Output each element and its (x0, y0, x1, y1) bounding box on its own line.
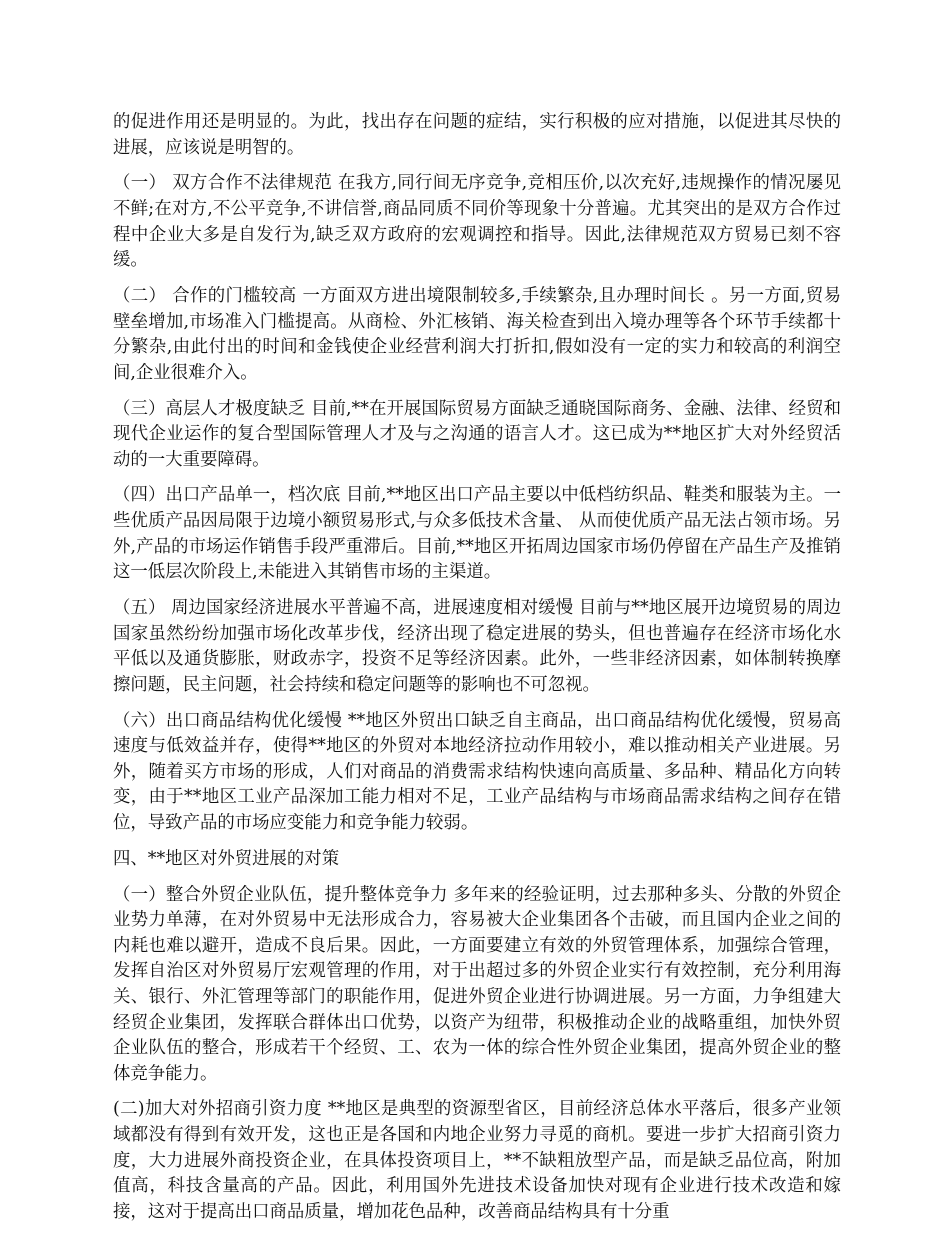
paragraph-problem-2: （二） 合作的门槛较高 一方面双方进出境限制较多,手续繁杂,且办理时间长 。另一方面,贸易壁垒增加,市场准入门槛提高。从商检、外汇核销、海关检查到出入境办理等各个环节手续都十分繁杂,由此付出的时间和金钱使企业经营利润大打折扣,假如没有一定的实力和较高的利润空间,企业很难介入。 (113, 285, 841, 383)
paragraph-problem-6: （六）出口商品结构优化缓慢 **地区外贸出口缺乏自主商品，出口商品结构优化缓慢，贸易高速度与低效益并存，使得**地区的外贸对本地经济拉动作用较小，难以推动相关产业进展。另外，随着买方市场的形成，人们对商品的消费需求结构快速向高质量、多品种、精品化方向转变，由于**地区工业产品深加工能力相对不足，工业产品结构与市场商品需求结构之间存在错位，导致产品的市场应变能力和竞争能力较弱。 (113, 710, 841, 833)
section-heading-countermeasures: 四、**地区对外贸进展的对策 (113, 848, 340, 869)
document-body (113, 110, 841, 1236)
paragraph-countermeasure-2: (二)加大对外招商引资力度 **地区是典型的资源型省区，目前经济总体水平落后，很多产业领域都没有得到有效开发，这也正是各国和内地企业努力寻觅的商机。要进一步扩大招商引资力度，大力进展外商投资企业，在具体投资项目上，**不缺粗放型产品，而是缺乏品位高，附加值高，科技含量高的产品。因此，利用国外先进技术设备加快对现有企业进行技术改造和嫁接，这对于提高出口商品质量，增加花色品种，改善商品结构具有十分重 (113, 1099, 841, 1222)
paragraph-problem-1: （一） 双方合作不法律规范 在我方,同行间无序竞争,竞相压价,以次充好,违规操作的情况屡见不鲜;在对方,不公平竞争,不讲信誉,商品同质不同价等现象十分普遍。尤其突出的是双方合作过程中企业大多是自发行为,缺乏双方政府的宏观调控和指导。因此,法律规范双方贸易已刻不容缓。 (113, 173, 841, 271)
paragraph-intro-continued: 的促进作用还是明显的。为此，找出存在问题的症结，实行积极的应对措施，以促进其尽快的进展，应该说是明智的。 (113, 112, 841, 158)
paragraph-problem-3: （三）高层人才极度缺乏 目前,**在开展国际贸易方面缺乏通晓国际商务、金融、法律、经贸和现代企业运作的复合型国际管理人才及与之沟通的语言人才。这已成为**地区扩大对外经贸活动的一大重要障碍。 (113, 398, 841, 470)
paragraph-problem-4: （四）出口产品单一，档次底 目前,**地区出口产品主要以中低档纺织品、鞋类和服装为主。一些优质产品因局限于边境小额贸易形式,与众多低技术含量、 从而使优质产品无法占领市场。另外,产品的市场运作销售手段严重滞后。目前,**地区开拓周边国家市场仍停留在产品生产及推销这一低层次阶段上,未能进入其销售市场的主渠道。 (113, 485, 841, 583)
paragraph-countermeasure-1: （一）整合外贸企业队伍，提升整体竞争力 多年来的经验证明，过去那种多头、分散的外贸企业势力单薄，在对外贸易中无法形成合力，容易被大企业集团各个击破，而且国内企业之间的内耗也难以避开，造成不良后果。因此，一方面要建立有效的外贸管理体系，加强综合管理，发挥自治区对外贸易厅宏观管理的作用，对于出超过多的外贸企业实行有效控制，充分利用海关、银行、外汇管理等部门的职能作用，促进外贸企业进行协调进展。另一方面，力争组建大经贸企业集团，发挥联合群体出口优势，以资产为纽带，积极推动企业的战略重组，加快外贸企业队伍的整合，形成若干个经贸、工、农为一体的综合性外贸企业集团，提高外贸企业的整体竞争能力。 (113, 884, 841, 1084)
paragraph-problem-5: （五） 周边国家经济进展水平普遍不高，进展速度相对缓慢 目前与**地区展开边境贸易的周边国家虽然纷纷加强市场化改革步伐，经济出现了稳定进展的势头，但也普遍存在经济市场化水平低以及通货膨胀，财政赤字，投资不足等经济因素。此外，一些非经济因素，如体制转换摩擦问题，民主问题，社会持续和稳定问题等的影响也不可忽视。 (113, 598, 841, 695)
